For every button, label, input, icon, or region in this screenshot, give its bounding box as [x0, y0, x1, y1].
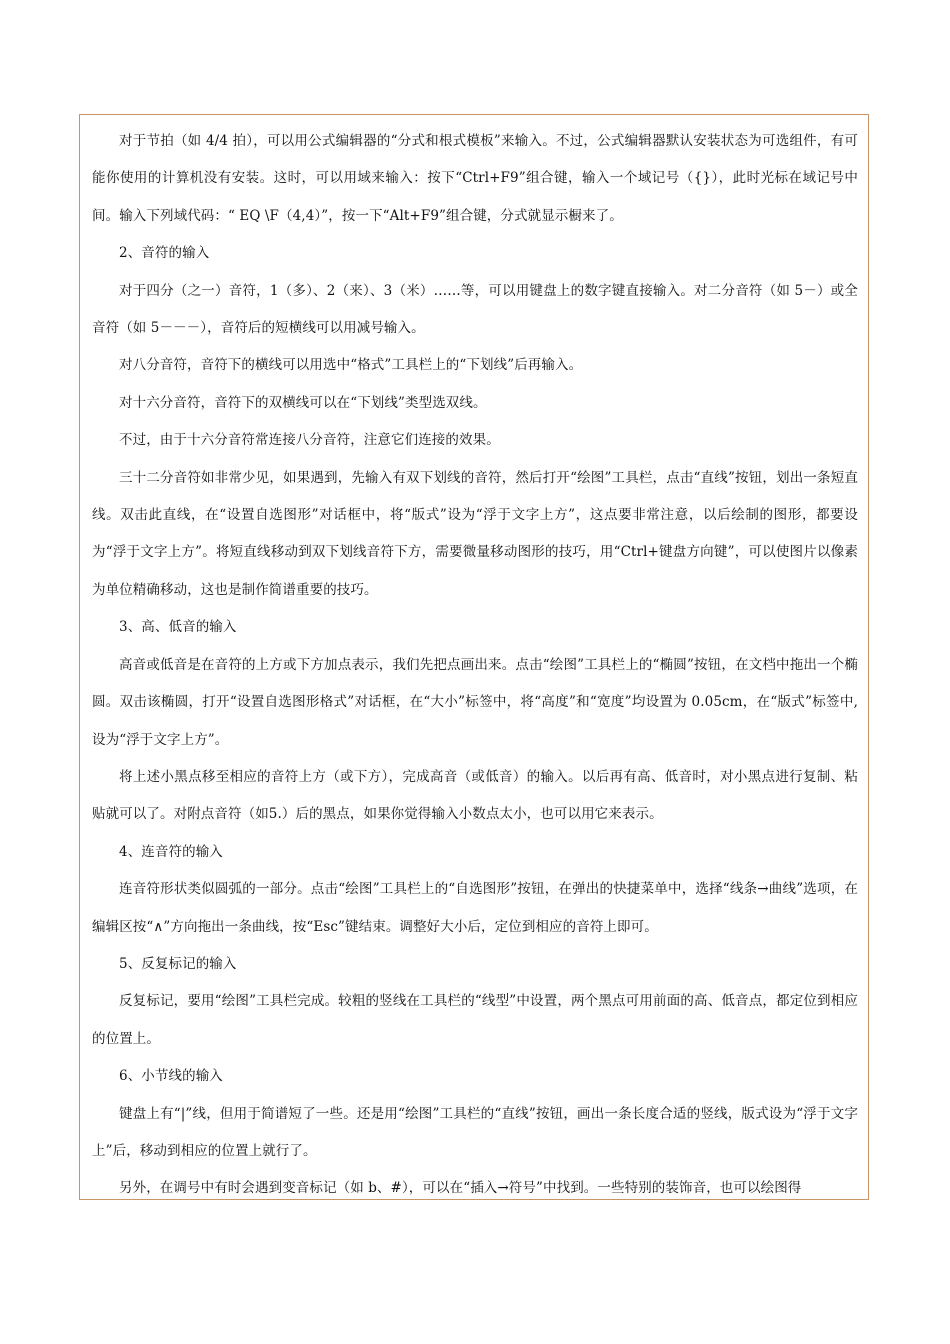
- heading-bar-line: 6、小节线的输入: [119, 1068, 223, 1085]
- heading-high-low-notes: 3、高、低音的输入: [119, 619, 237, 636]
- paragraph-connection-note: 不过，由于十六分音符常连接八分音符，注意它们连接的效果。: [119, 432, 500, 449]
- paragraph-dot-placement: 将上述小黑点移至相应的音符上方（或下方），完成高音（或低音）的输入。以后再有高、低音时，对小黑点进行复制、粘贴就可以了。对附点音符（如5.）后的黑点，如果你觉得输入小数点太小，也可以用它来表示。: [92, 768, 858, 823]
- paragraph-repeat-mark: 反复标记，要用“绘图”工具栏完成。较粗的竖线在工具栏的“线型”中设置，两个黑点可用前面的高、低音点，都定位到相应的位置上。: [92, 993, 858, 1047]
- document-body: [92, 123, 858, 1200]
- heading-note-input: 2、音符的输入: [119, 245, 210, 262]
- paragraph-bar-line: 键盘上有“|”线，但用于简谱短了一些。还是用“绘图”工具栏的“直线”按钮，画出一条长度合适的竖线，版式设为“浮于文字上”后，移动到相应的位置上就行了。: [92, 1105, 858, 1159]
- paragraph-time-signature: 对于节拍（如 4/4 拍），可以用公式编辑器的“分式和根式模板”来输入。不过，公式编辑器默认安装状态为可选组件，有可能你使用的计算机没有安装。这时，可以用域来输入：按下“Ctrl+F9”组合键，输入一个域记号（{}），此时光标在域记号中间。输入下列域代码：“ EQ \F（4,4）”，按一下“Alt+F9”组合键，分式就显示橱来了。: [92, 133, 858, 224]
- paragraph-eighth-notes: 对八分音符，音符下的横线可以用选中“格式”工具栏上的“下划线”后再输入。: [119, 357, 583, 374]
- paragraph-thirty-second-notes: 三十二分音符如非常少见，如果遇到，先输入有双下划线的音符，然后打开“绘图”工具栏，点击“直线”按钮，划出一条短直线。双击此直线，在“设置自选图形”对话框中，将“版式”设为“浮于文字上方”，这点要非常注意，以后绘制的图形，都要设为“浮于文字上方”。将短直线移动到双下划线音符下方，需要微量移动图形的技巧，用“Ctrl+键盘方向键”，可以使图片以像素为单位精确移动，这也是制作简谱重要的技巧。: [92, 469, 858, 598]
- paragraph-sixteenth-notes: 对十六分音符，音符下的双横线可以在“下划线”类型选双线。: [119, 394, 487, 411]
- paragraph-accidentals: 另外，在调号中有时会遇到变音标记（如 b、#），可以在“插入→符号”中找到。一些特别的装饰音，也可以绘图得: [119, 1180, 802, 1197]
- paragraph-slur: 连音符形状类似圆弧的一部分。点击“绘图”工具栏上的“自选图形”按钮，在弹出的快捷菜单中，选择“线条→曲线”选项，在编辑区按“∧”方向拖出一条曲线，按“Esc”键结束。调整好大小后，定位到相应的音符上即可。: [92, 881, 858, 935]
- paragraph-dot-drawing: 高音或低音是在音符的上方或下方加点表示，我们先把点画出来。点击“绘图”工具栏上的“椭圆”按钮，在文档中拖出一个椭圆。双击该椭圆，打开“设置自选图形格式”对话框，在“大小”标签中，将“高度”和“宽度”均设置为 0.05cm，在“版式”标签中,设为“浮于文字上方”。: [92, 656, 858, 748]
- heading-slur-input: 4、连音符的输入: [119, 843, 223, 860]
- paragraph-quarter-notes: 对于四分（之一）音符，1（多）、2（来）、3（米）……等，可以用键盘上的数字键直接输入。对二分音符（如 5－）或全音符（如 5－－－），音符后的短横线可以用减号输入。: [92, 282, 858, 337]
- document-frame: [79, 114, 869, 1200]
- heading-repeat-mark: 5、反复标记的输入: [119, 955, 237, 972]
